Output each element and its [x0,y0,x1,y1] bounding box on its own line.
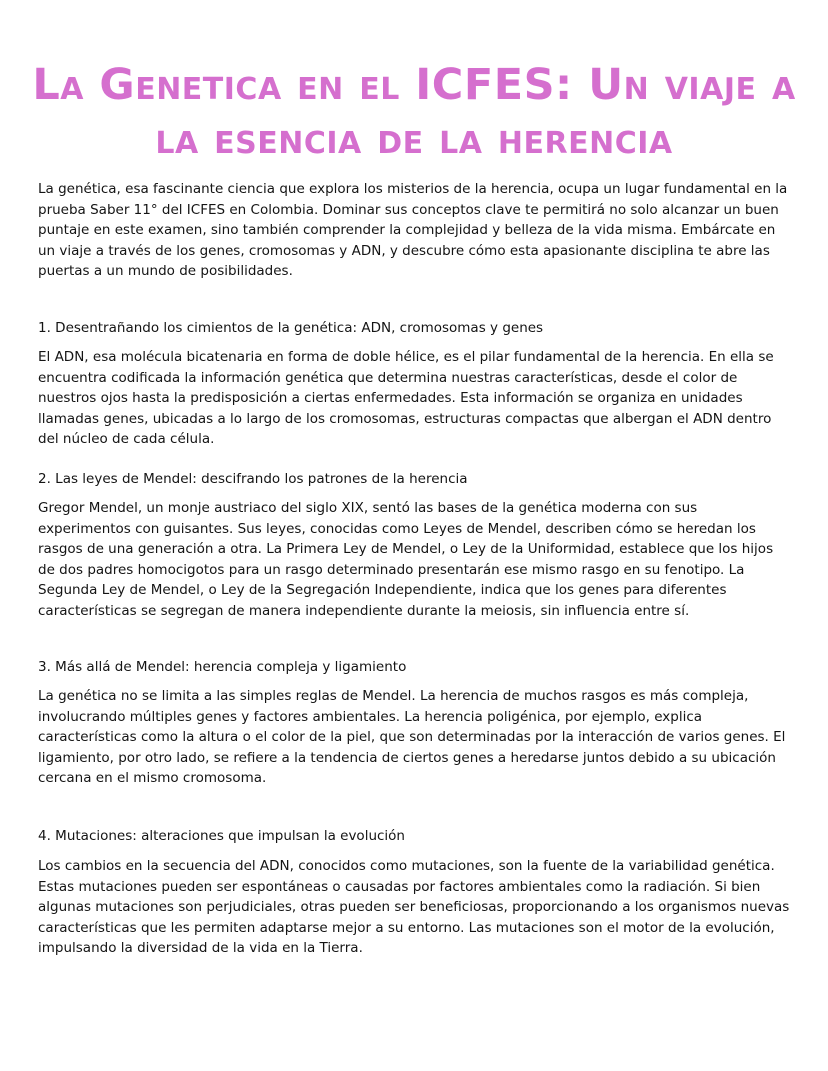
section-heading-adn: 1. Desentrañando los cimientos de la genética: ADN, cromosomas y genes [38,320,544,336]
section-heading-mendel: 2. Las leyes de Mendel: descifrando los patrones de la herencia [38,471,468,487]
section-heading-herencia-compleja: 3. Más allá de Mendel: herencia compleja y ligamiento [38,659,407,675]
intro-paragraph: La genética, esa fascinante ciencia que explora los misterios de la herencia, ocupa un lugar fundamental en la prueba Saber 11° del ICFES en Colombia. Dominar sus conceptos clave te permitirá no solo alcanzar un buen puntaje en este examen, sino también comprender la complejidad y belleza de la vida misma. Embárcate en un viaje a través de los genes, cromosomas y ADN, y descubre cómo esta apasionante disciplina te abre las puertas a un mundo de posibilidades. [38,181,788,279]
section-body-adn: El ADN, esa molécula bicatenaria en forma de doble hélice, es el pilar fundamental de la herencia. En ella se encuentra codificada la información genética que determina nuestras características, desde el color de nuestros ojos hasta la predisposición a ciertas enfermedades. Esta información se organiza en unidades llamadas genes, ubicadas a lo largo de los cromosomas, estructuras compactas que albergan el ADN dentro del núcleo de cada célula. [38,349,774,447]
page-title: La Genetica en el ICFES: Un viaje a la esencia de la herencia [32,60,796,164]
section-heading-mutaciones: 4. Mutaciones: alteraciones que impulsan la evolución [38,828,405,844]
section-body-mendel: Gregor Mendel, un monje austriaco del siglo XIX, sentó las bases de la genética moderna con sus experimentos con guisantes. Sus leyes, conocidas como Leyes de Mendel, describen cómo se heredan los rasgos de una generación a otra. La Primera Ley de Mendel, o Ley de la Uniformidad, establece que los hijos de dos padres homocigotos para un rasgo determinado presentarán ese mismo rasgo en su fenotipo. La Segunda Ley de Mendel, o Ley de la Segregación Independiente, indica que los genes para diferentes características se segregan de manera independiente durante la meiosis, sin influencia entre sí. [38,500,774,619]
section-body-herencia-compleja: La genética no se limita a las simples reglas de Mendel. La herencia de muchos rasgos es más compleja, involucrando múltiples genes y factores ambientales. La herencia poligénica, por ejemplo, explica características como la altura o el color de la piel, que son determinadas por la interacción de varios genes. El ligamiento, por otro lado, se refiere a la tendencia de ciertos genes a heredarse juntos debido a su ubicación cercana en el mismo cromosoma. [38,688,786,786]
section-body-mutaciones: Los cambios en la secuencia del ADN, conocidos como mutaciones, son la fuente de la variabilidad genética. Estas mutaciones pueden ser espontáneas o causadas por factores ambientales como la radiación. Si bien algunas mutaciones son perjudiciales, otras pueden ser beneficiosas, proporcionando a los organismos nuevas características que les permiten adaptarse mejor a su entorno. Las mutaciones son el motor de la evolución, impulsando la diversidad de la vida en la Tierra. [38,858,790,956]
